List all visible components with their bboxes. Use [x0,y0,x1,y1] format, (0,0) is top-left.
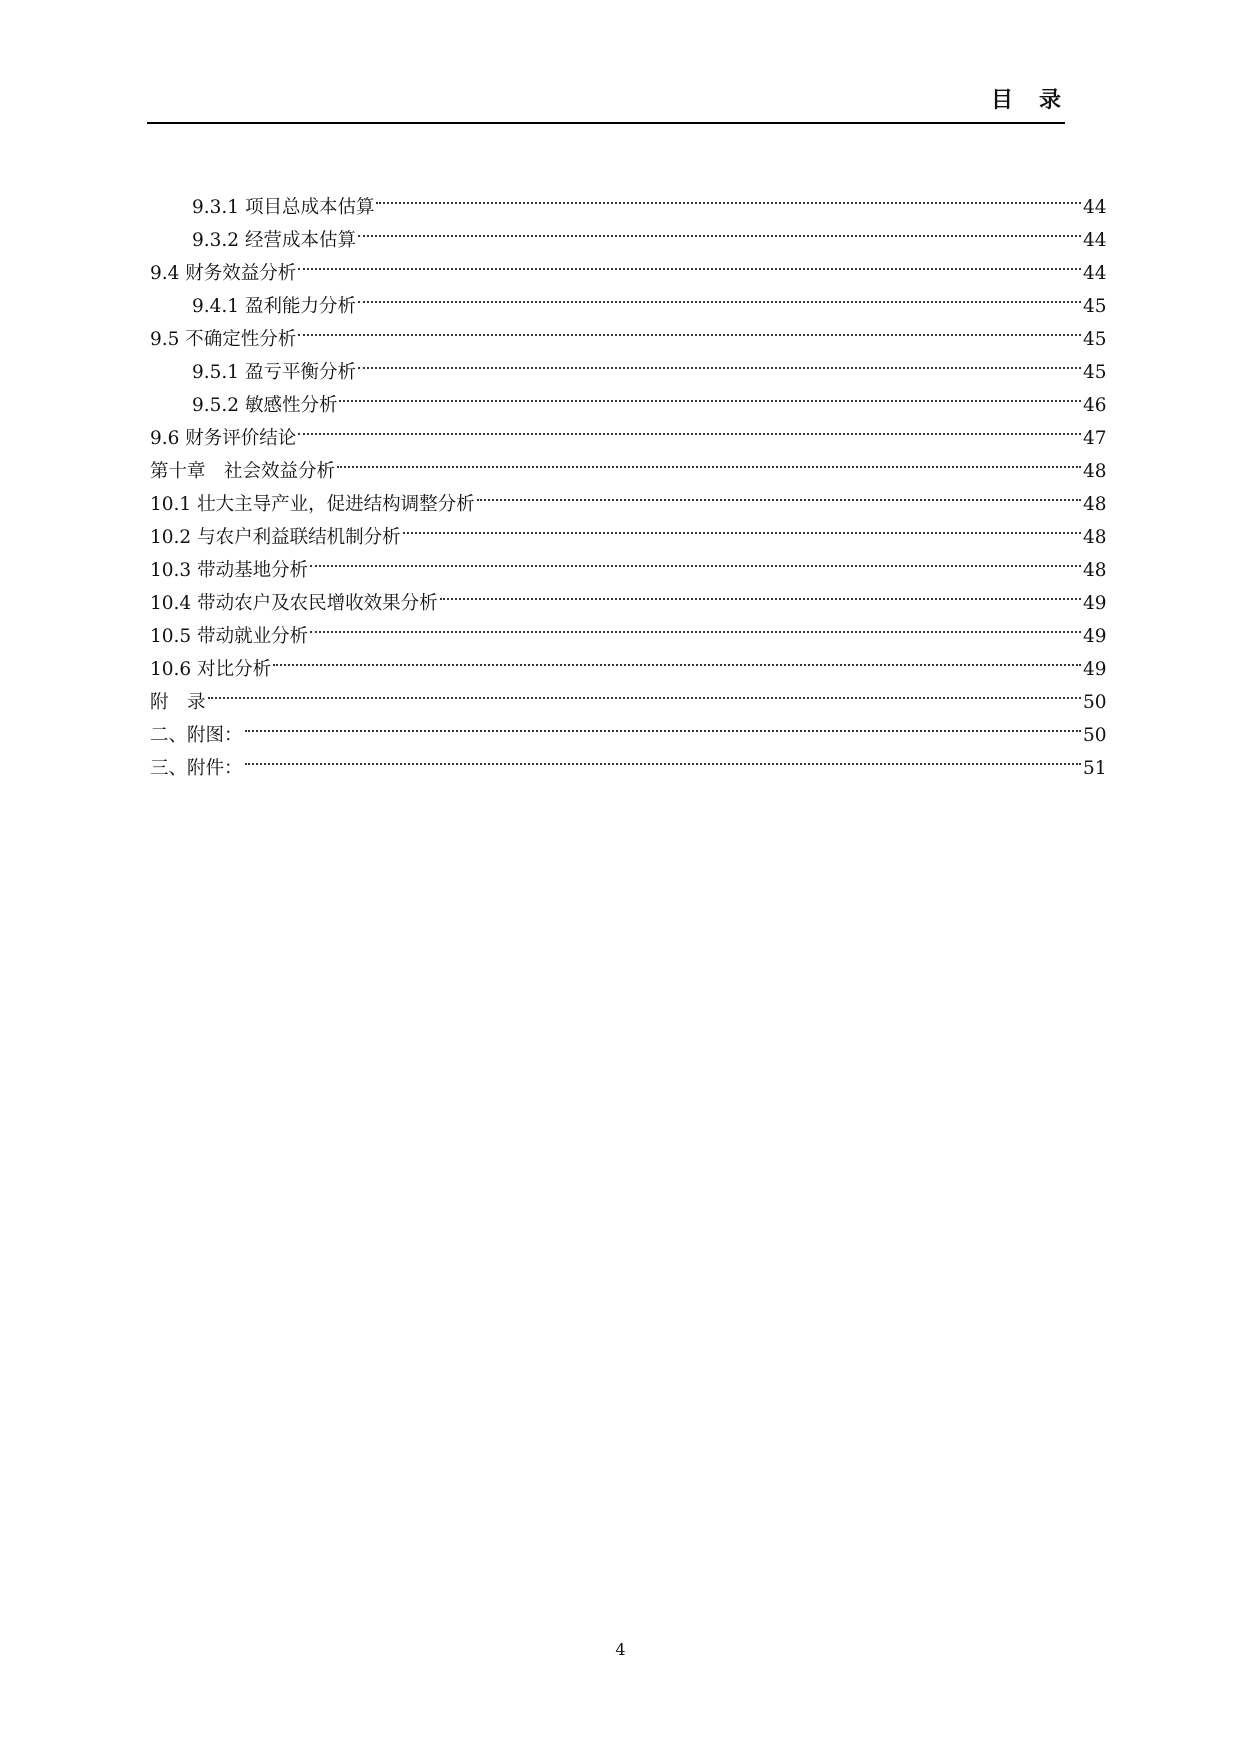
toc-dot-leader [358,345,1081,378]
toc-dot-leader [298,312,1081,345]
toc-entry-title: 10.5 带动就业分析 [150,626,309,647]
toc-entry-page: 48 [1083,527,1107,548]
toc-entry-title: 三、附件： [150,758,243,779]
page-number: 4 [615,1640,626,1659]
toc-entry-title: 9.5.1 盈亏平衡分析 [192,362,356,383]
toc-dot-leader [339,378,1081,411]
table-of-contents [150,180,1107,779]
toc-entry-title: 9.3.2 经营成本估算 [192,230,356,251]
toc-entry-title: 9.4 财务效益分析 [150,263,297,284]
toc-dot-leader [440,576,1081,609]
toc-entry-title: 10.2 与农户利益联结机制分析 [150,527,401,548]
toc-entry-page: 45 [1083,362,1107,383]
toc-entry-page: 49 [1083,659,1107,680]
toc-entry-title: 9.6 财务评价结论 [150,428,297,449]
toc-entry-title: 9.3.1 项目总成本估算 [192,197,375,218]
toc-entry-title: 10.6 对比分析 [150,659,272,680]
toc-entry-page: 50 [1083,725,1107,746]
toc-dot-leader [208,675,1081,708]
toc-entry-page: 45 [1083,329,1107,350]
toc-entry[interactable] [150,741,1107,779]
toc-dot-leader [403,510,1081,543]
toc-entry-page: 46 [1083,395,1107,416]
toc-entry-title: 第十章 社会效益分析 [150,461,336,482]
toc-dot-leader [358,213,1081,246]
toc-entry[interactable] [150,642,1107,680]
toc-entry-title: 9.5.2 敏感性分析 [192,395,338,416]
toc-dot-leader [298,411,1081,444]
toc-entry-page: 48 [1083,494,1107,515]
toc-entry-title: 附 录 [150,692,206,713]
toc-entry-page: 48 [1083,461,1107,482]
toc-dot-leader [358,279,1081,312]
toc-entry-page: 44 [1083,197,1107,218]
toc-entry-title: 二、附图： [150,725,243,746]
toc-entry-title: 9.4.1 盈利能力分析 [192,296,356,317]
toc-entry-title: 9.5 不确定性分析 [150,329,297,350]
toc-dot-leader [310,609,1081,642]
toc-entry-page: 48 [1083,560,1107,581]
toc-dot-leader [245,708,1081,741]
header-title: 目 录 [990,88,1063,113]
toc-dot-leader [310,543,1081,576]
toc-dot-leader [337,444,1081,477]
toc-entry-page: 47 [1083,428,1107,449]
toc-entry[interactable] [150,180,1107,218]
toc-entry[interactable] [150,675,1107,713]
toc-entry-page: 49 [1083,626,1107,647]
toc-entry-page: 49 [1083,593,1107,614]
toc-entry-title: 10.4 带动农户及农民增收效果分析 [150,593,438,614]
toc-dot-leader [376,180,1081,213]
toc-entry[interactable] [150,708,1107,746]
page-header [147,88,1065,124]
toc-dot-leader [273,642,1081,675]
toc-entry-title: 10.1 壮大主导产业，促进结构调整分析 [150,494,475,515]
toc-entry-page: 51 [1083,758,1107,779]
toc-entry-page: 44 [1083,263,1107,284]
toc-dot-leader [245,741,1081,774]
toc-entry-page: 50 [1083,692,1107,713]
toc-entry-title: 10.3 带动基地分析 [150,560,309,581]
toc-dot-leader [477,477,1081,510]
toc-dot-leader [298,246,1081,279]
toc-entry-page: 45 [1083,296,1107,317]
toc-entry-page: 44 [1083,230,1107,251]
